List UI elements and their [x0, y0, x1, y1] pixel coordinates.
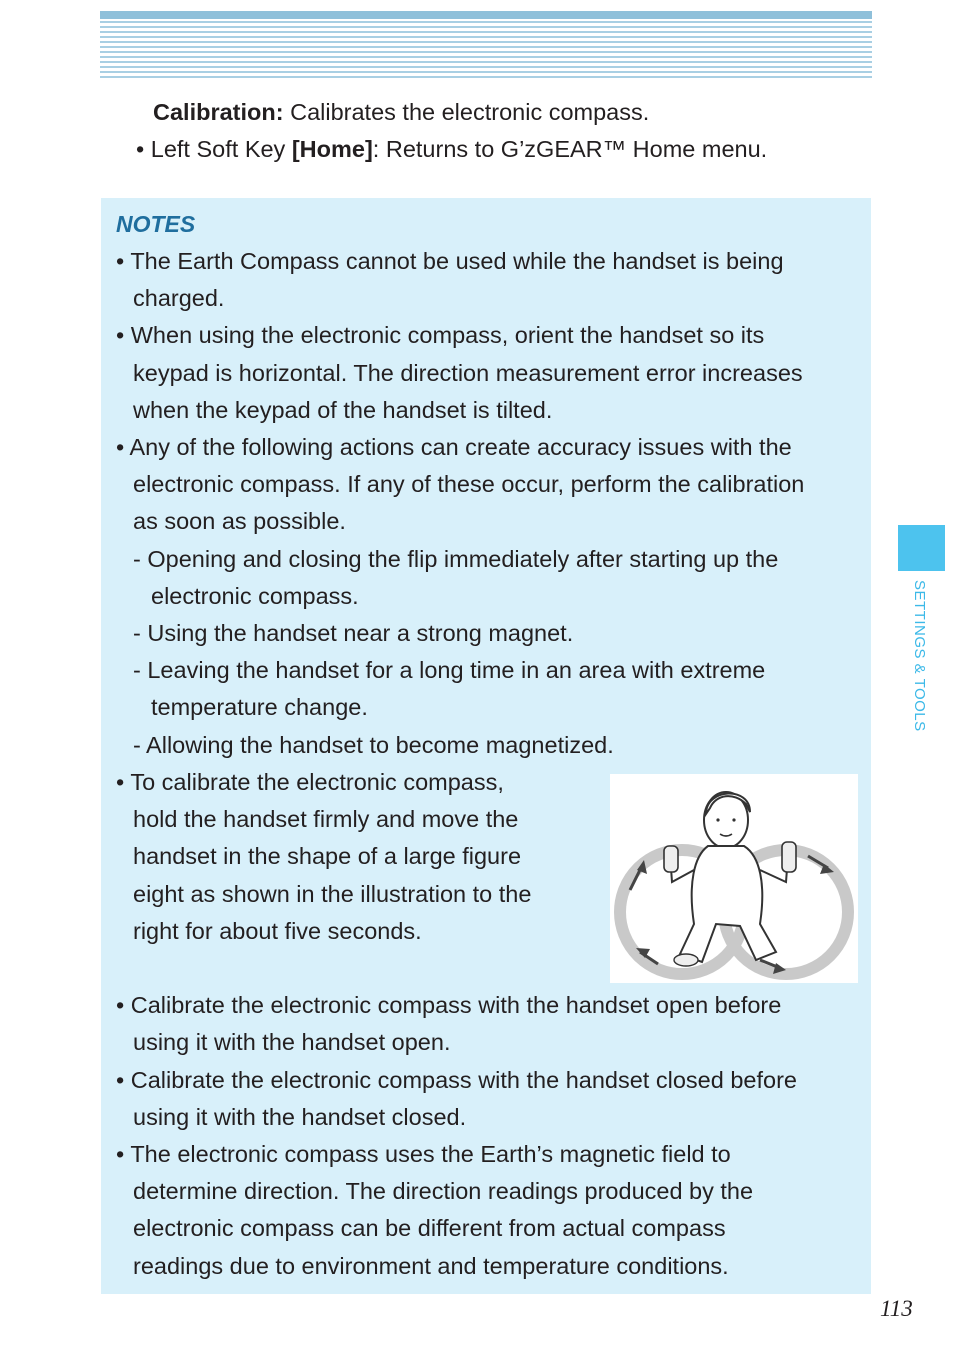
calibration-term: Calibration:	[153, 99, 284, 125]
notes-title: NOTES	[116, 211, 196, 237]
note-line: right for about five seconds.	[133, 918, 422, 944]
section-label: SETTINGS & TOOLS	[911, 580, 928, 732]
note-line: using it with the handset closed.	[133, 1104, 467, 1130]
note-line: temperature change.	[151, 694, 368, 720]
note-line: • Calibrate the electronic compass with the handset open before	[116, 992, 782, 1018]
note-line: • The Earth Compass cannot be used while the handset is being	[116, 248, 784, 274]
note-subline: - Opening and closing the flip immediately after starting up the	[133, 546, 779, 572]
note-line: • Calibrate the electronic compass with the handset closed before	[116, 1067, 797, 1093]
header-decoration-bar	[100, 11, 872, 81]
note-line: electronic compass. If any of these occur, perform the calibration	[133, 471, 805, 497]
home-key-line	[136, 131, 767, 168]
note-subline: - Leaving the handset for a long time in an area with extreme	[133, 657, 766, 683]
note-subline: - Allowing the handset to become magnetized.	[133, 732, 614, 758]
note-line: eight as shown in the illustration to the	[133, 881, 532, 907]
note-line: as soon as possible.	[133, 508, 346, 534]
note-line: electronic compass can be different from actual compass	[133, 1215, 726, 1241]
home-key-prefix: • Left Soft Key	[136, 136, 292, 162]
note-line: keypad is horizontal. The direction measurement error increases	[133, 360, 803, 386]
note-line: hold the handset firmly and move the	[133, 806, 519, 832]
calibration-line	[153, 94, 649, 131]
note-line: readings due to environment and temperature conditions.	[133, 1253, 729, 1279]
figure-eight-illustration	[610, 774, 858, 983]
calibration-figure-eight-image	[610, 774, 858, 983]
section-tab-marker	[898, 525, 945, 571]
home-key-label: [Home]	[291, 136, 373, 162]
note-line: • When using the electronic compass, orient the handset so its	[116, 322, 765, 348]
note-line: charged.	[133, 285, 225, 311]
note-line: using it with the handset open.	[133, 1029, 451, 1055]
calibration-description: Calibrates the electronic compass.	[283, 99, 650, 125]
note-line: electronic compass.	[151, 583, 359, 609]
home-key-description: : Returns to G’zGEAR™ Home menu.	[372, 136, 768, 162]
note-subline: - Using the handset near a strong magnet.	[133, 620, 574, 646]
note-line: • To calibrate the electronic compass,	[116, 769, 504, 795]
note-line: handset in the shape of a large figure	[133, 843, 522, 869]
note-line: determine direction. The direction readings produced by the	[133, 1178, 754, 1204]
note-line: when the keypad of the handset is tilted.	[133, 397, 553, 423]
page-number: 113	[880, 1296, 913, 1321]
note-line: • The electronic compass uses the Earth’s magnetic field to	[116, 1141, 731, 1167]
note-line: • Any of the following actions can create accuracy issues with the	[116, 434, 792, 460]
